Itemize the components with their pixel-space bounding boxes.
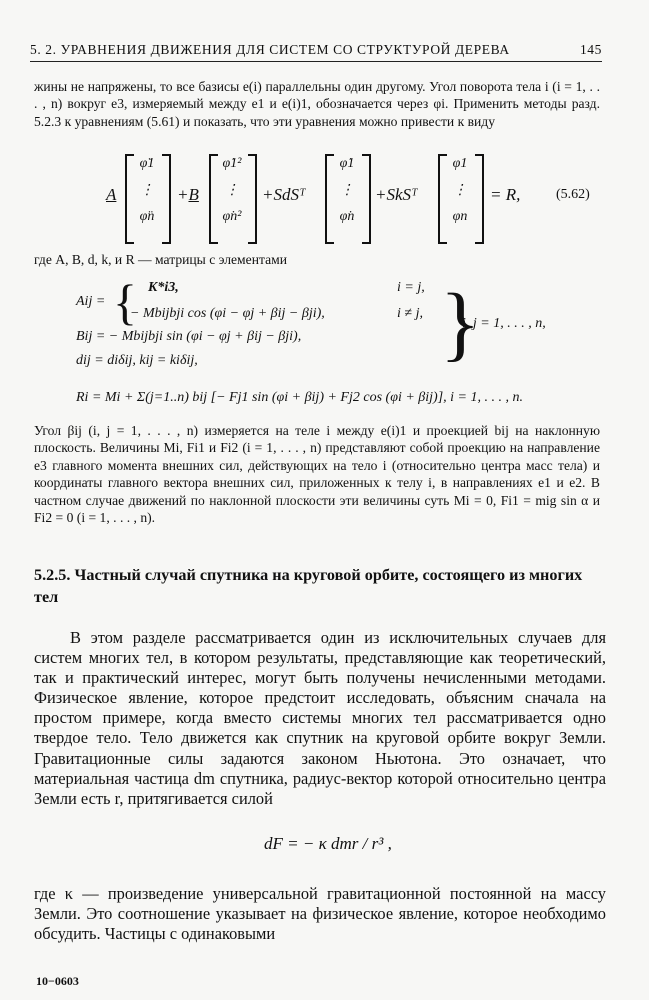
term-sksT: +SkSᵀ <box>375 185 418 204</box>
vector-vel <box>332 156 362 225</box>
bracket-right-1 <box>162 154 171 244</box>
aij-lhs: Aij = <box>76 294 106 309</box>
right-brace: } <box>440 277 481 370</box>
equals-r: = R, <box>490 185 521 204</box>
vector-angle <box>445 156 475 225</box>
footer-code: 10−0603 <box>36 974 79 988</box>
paragraph-matrices: где A, B, d, k, и R — матрицы с элементами <box>34 252 287 267</box>
section-title: Частный случай спутника на круговой орбите, состоящего из многих тел <box>34 566 583 606</box>
bij-def: Bij = − Mbijbji sin (φi − φj + βij − βji), <box>76 329 302 344</box>
coef-b: B <box>188 185 199 204</box>
plus-b: +B <box>177 185 199 204</box>
vec2-bot: φ̇n² <box>222 209 242 224</box>
paragraph-intro: жины не напряжены, то все базисы e(i) параллельны один другому. Угол поворота тела i (i = 1, . . . , n) вокруг e3, измеряемый между e1 и e(i)1, обозначается через φi. Применить методы разд. 5.2.3 к уравнениям (5.61) и показать, что эти уравнения можно привести к виду <box>34 79 600 129</box>
section-heading <box>34 564 606 608</box>
aij-case1: K*i3, <box>148 280 179 295</box>
vector-vel-sq <box>216 156 248 225</box>
vec1-top: φ̈1 <box>139 156 155 171</box>
vec1-bot: φ̈n <box>139 209 155 224</box>
vec1-mid: ⋮ <box>140 183 154 198</box>
vec4-bot: φn <box>452 209 468 224</box>
paragraph-kappa: где κ — произведение универсальной гравитационной постоянной на массу Земли. Это соотношение указывает на физическое явление, которое необходимо обсудить. Частицы с одинаковыми <box>34 884 606 944</box>
equation-label: (5.62) <box>556 187 590 202</box>
vec3-mid: ⋮ <box>340 183 354 198</box>
index-range: i, j = 1, . . . , n, <box>462 316 546 331</box>
vec4-top: φ1 <box>452 156 468 171</box>
vec4-mid: ⋮ <box>453 183 467 198</box>
aij-brace: { <box>113 274 137 330</box>
bracket-right-4 <box>475 154 484 244</box>
section-number: 5.2.5. <box>34 566 71 584</box>
paragraph-satellite: В этом разделе рассматривается один из исключительных случаев для систем многих тел, в котором результаты, представляющие как теоретический, так и практический интерес, могут быть получены нечисленными методами. Физическое явление, которое предстоит исследовать, объясним сначала на простом примере, когда вместо системы многих тел рассматривается одно твердое тело. Тело движется как спутник на круговой орбите вокруг Земли. Гравитационные силы задаются законом Ньютона. Это означает, что материальная частица dm спутника, радиус-вектор которой относительно центра Земли есть r, притягивается силой <box>34 628 606 808</box>
ri-def: Ri = Mi + Σ(j=1..n) bij [− Fj1 sin (φi + βij) + Fj2 cos (φi + βij)], i = 1, . . . , n. <box>76 390 523 405</box>
aij-cond1: i = j, <box>397 280 425 295</box>
vec3-top: φ̇1 <box>339 156 355 171</box>
element-definitions <box>0 274 649 414</box>
dij-kij-def: dij = diδij, kij = kiδij, <box>76 353 198 368</box>
paragraph-angles: Угол βij (i, j = 1, . . . , n) измеряется на теле i между e(i)1 и проекцией bij на наклонную плоскость. Величины Mi, Fi1 и Fi2 (i = 1, . . . , n) представляют собой проекцию на направление e3 главного момента внешних сил, действующих на тело i (относительно центра масс тела) и координаты главного вектора внешних сил, приложенных к телу i, в направлениях e1 и e2. В частном случае движений по наклонной плоскости эти величины суть Mi = 0, Fi1 = mig sin α и Fi2 = 0 (i = 1, . . . , n). <box>34 423 600 526</box>
term-sdst: +SdSᵀ <box>262 185 306 204</box>
bracket-right-2 <box>248 154 257 244</box>
coef-a: A <box>106 185 117 204</box>
matrix-equation <box>0 150 649 245</box>
vec2-mid: ⋮ <box>225 183 239 198</box>
vec3-bot: φ̇n <box>339 209 355 224</box>
page-number: 145 <box>579 42 602 57</box>
newton-force-formula: dF = − κ dmr / r³ , <box>264 834 392 853</box>
vec2-top: φ̇1² <box>222 156 242 171</box>
vector-accel <box>132 156 162 225</box>
aij-case2: − Mbijbji cos (φi − φj + βij − βji), <box>130 306 325 321</box>
aij-cond2: i ≠ j, <box>397 306 423 321</box>
bracket-right-3 <box>362 154 371 244</box>
running-header <box>30 36 602 62</box>
running-title: 5. 2. УРАВНЕНИЯ ДВИЖЕНИЯ ДЛЯ СИСТЕМ СО СТРУКТУРОЙ ДЕРЕВА <box>30 42 510 57</box>
